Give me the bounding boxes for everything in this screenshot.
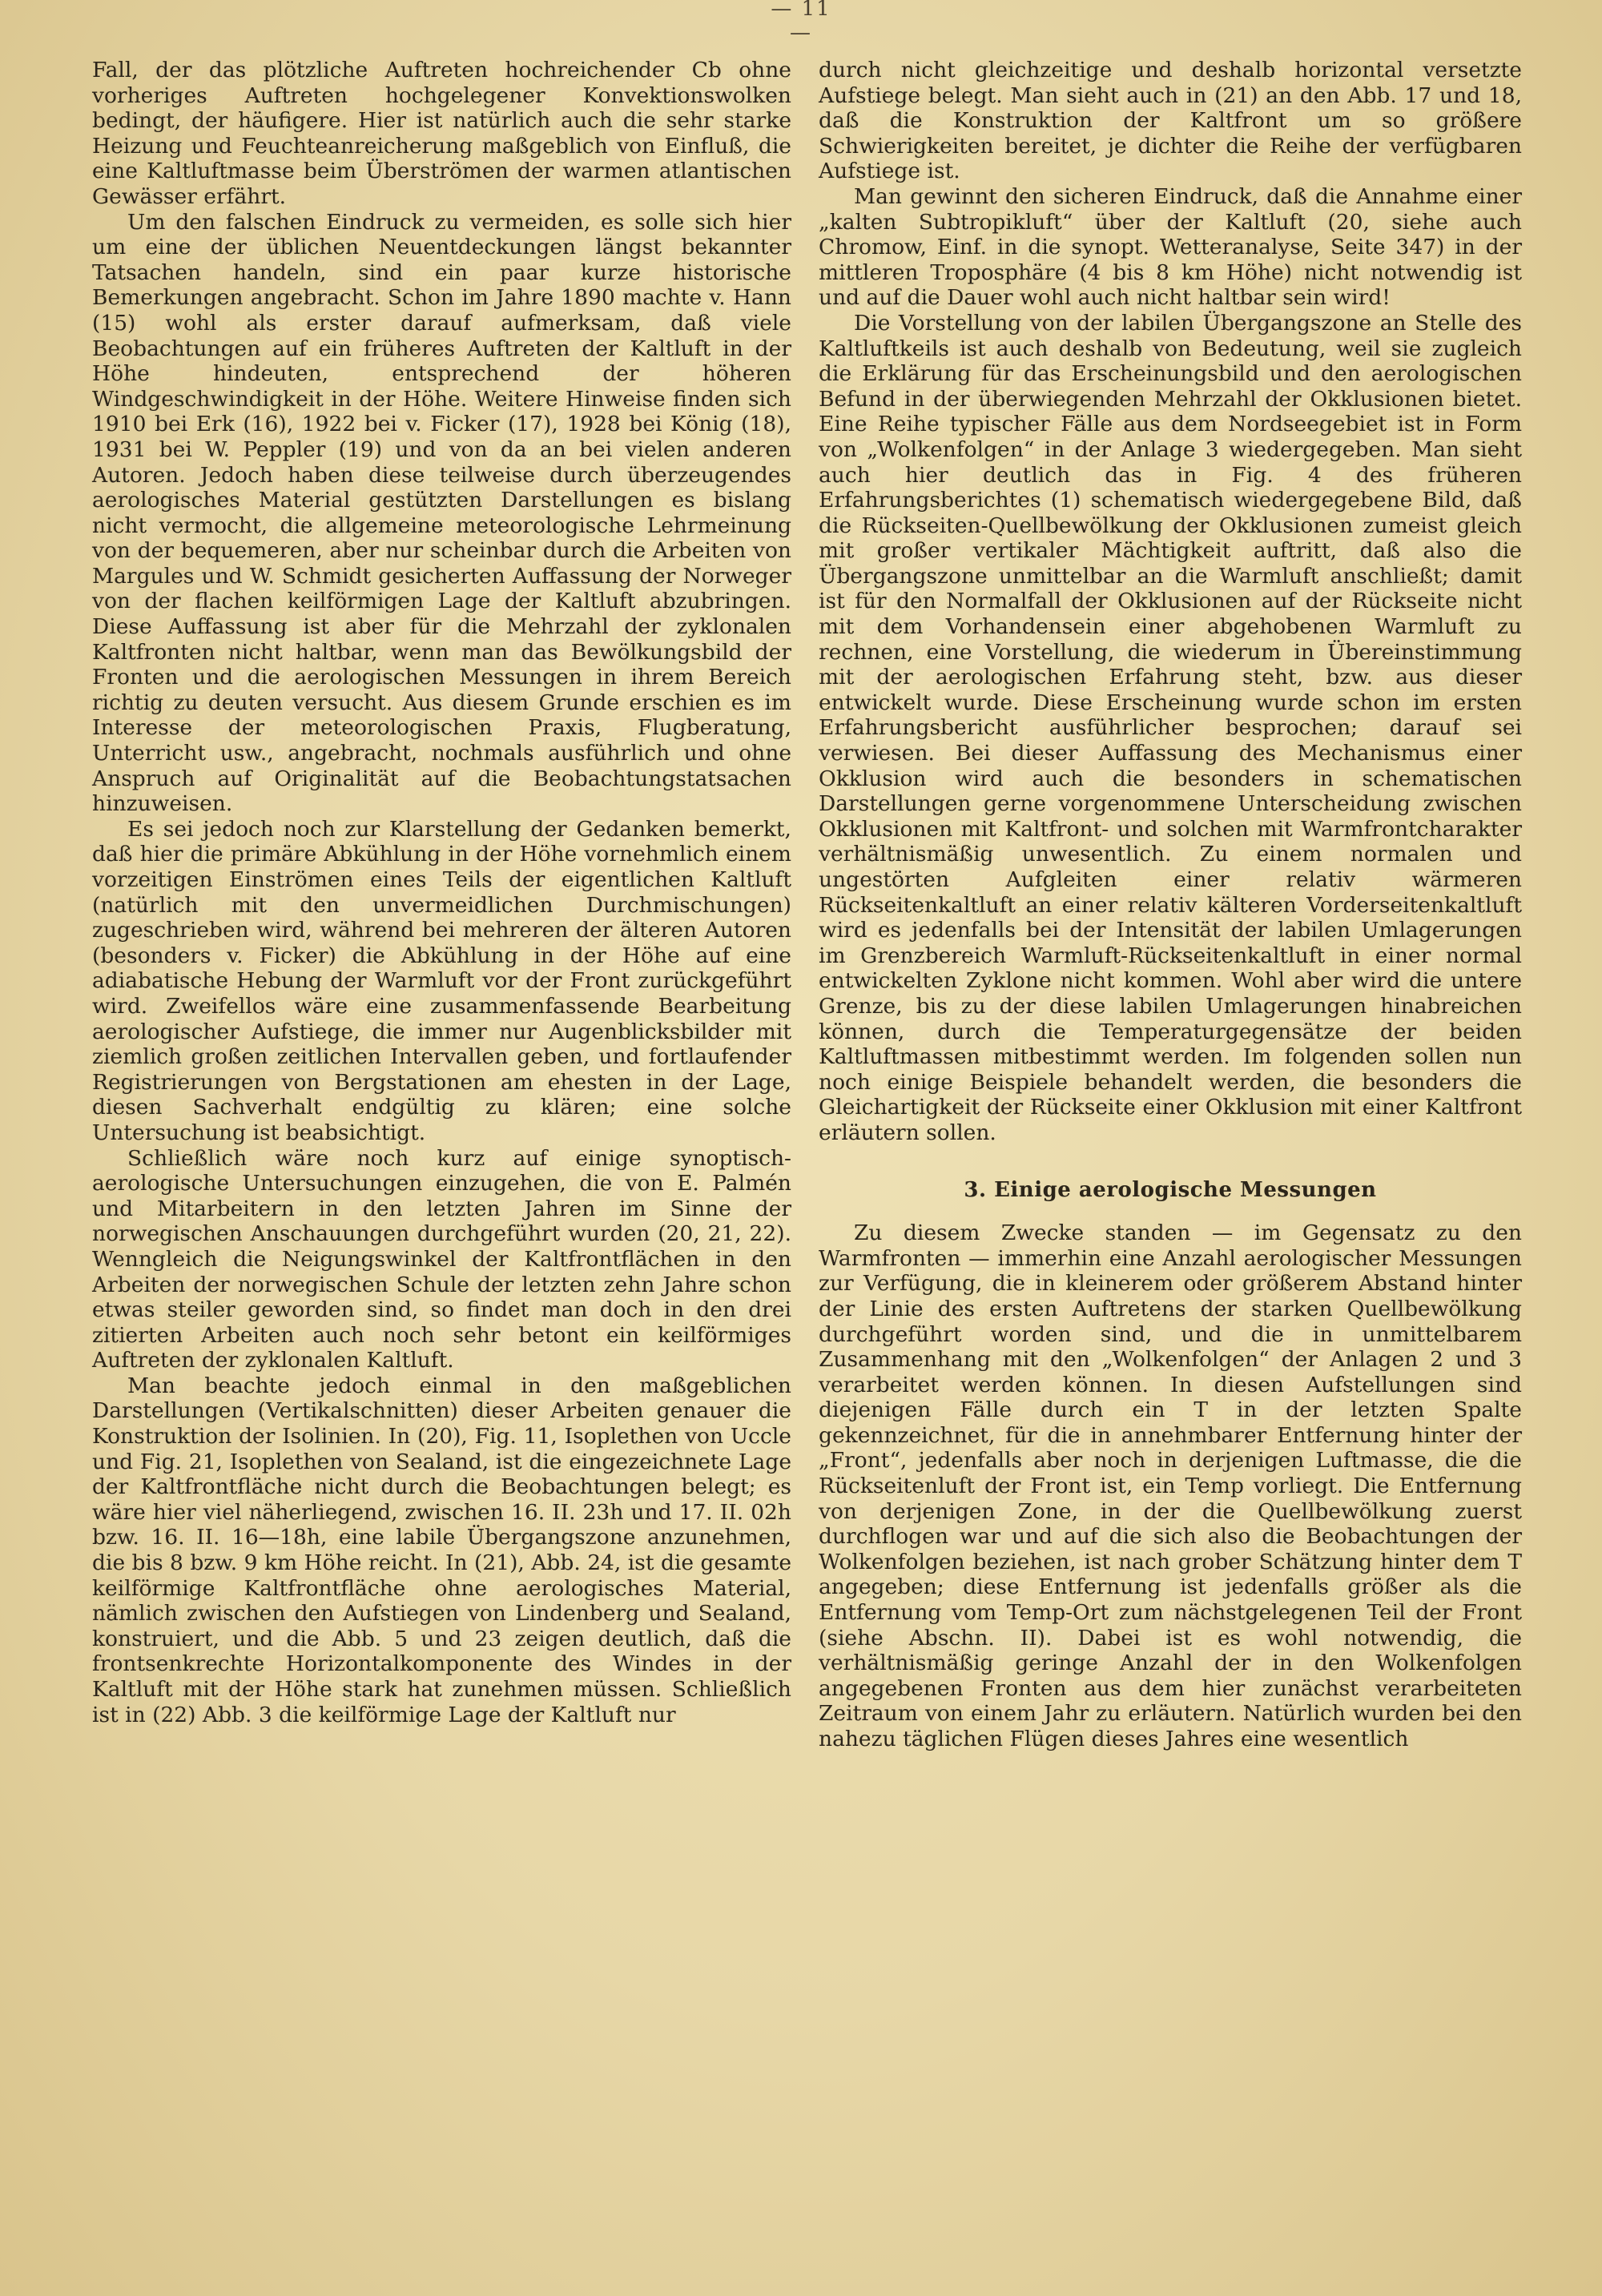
left-paragraph-5: Man beachte jedoch einmal in den maßgeblichen Darstellungen (Vertikalschnitten) dieser Arbeiten genauer die Konstruktion der Isolinien. In (20), Fig. 11, Isoplethen von Uccle und Fig. 21, Isoplethen von Sealand, ist die eingezeichnete Lage der Kaltfrontfläche nicht durch die Beobachtungen belegt; es wäre hier viel näherliegend, zwischen 16. II. 23h und 17. II. 02h bzw. 16. II. 16—18h, eine labile Übergangszone anzunehmen, die bis 8 bzw. 9 km Höhe reicht. In (21), Abb. 24, ist die gesamte keilförmige Kaltfrontfläche ohne aerologisches Material, nämlich zwischen den Aufstiegen von Lindenberg und Sealand, konstruiert, und die Abb. 5 und 23 zeigen deutlich, daß die frontsenkrechte Horizontalkomponente des Windes in der Kaltluft mit der Höhe stark hat zunehmen müssen. Schließlich ist in (22) Abb. 3 die keilförmige Lage der Kaltluft nur xyxy=(92,1373,791,1727)
page-number: — 11 — xyxy=(771,0,831,45)
section-paragraph-1: Zu diesem Zwecke standen — im Gegensatz zu den Warmfronten — immerhin eine Anzahl aerologischer Messungen zur Verfügung, die in kleinerem oder größerem Abstand hinter der Linie des ersten Auftretens der starken Quellbewölkung durchgeführt worden sind, und die in unmittelbarem Zusammenhang mit den „Wolkenfolgen“ der Anlagen 2 und 3 verarbeitet werden können. In diesen Aufstellungen sind diejenigen Fälle durch ein T in der letzten Spalte gekennzeichnet, für die in annehmbarer Entfernung hinter der „Front“, jedenfalls aber noch in derjenigen Luftmasse, die die Rückseitenluft der Front ist, ein Temp vorliegt. Die Entfernung von derjenigen Zone, in der die Quellbewölkung zuerst durchflogen war und auf die sich also die Beobachtungen der Wolkenfolgen beziehen, ist nach grober Schätzung hinter dem T angegeben; diese Entfernung ist jedenfalls größer als die Entfernung vom Temp-Ort zum nächstgelegenen Teil der Front (siehe Abschn. II). Dabei ist es wohl notwendig, die verhältnismäßig geringe Anzahl der in den Wolkenfolgen angegebenen Fronten aus dem hier zunächst verarbeiteten Zeitraum von einem Jahr zu erläutern. Natürlich wurden bei den nahezu täglichen Flügen dieses Jahres eine wesentlich xyxy=(819,1220,1522,1751)
section-heading: 3. Einige aerologische Messungen xyxy=(964,1177,1377,1202)
left-paragraph-3: Es sei jedoch noch zur Klarstellung der Gedanken bemerkt, daß hier die primäre Abkühlung in der Höhe vornehmlich einem vorzeitigen Einströmen eines Teils der eigentlichen Kaltluft (natürlich mit den unvermeidlichen Durchmischungen) zugeschrieben wird, während bei mehreren der älteren Autoren (besonders v. Ficker) die Abkühlung in der Höhe auf eine adiabatische Hebung der Warmluft vor der Front zurückgeführt wird. Zweifellos wäre eine zusammenfassende Bearbeitung aerologischer Aufstiege, die immer nur Augenblicksbilder mit ziemlich großen zeitlichen Intervallen geben, und fortlaufender Registrierungen von Bergstationen am ehesten in der Lage, diesen Sachverhalt endgültig zu klären; eine solche Untersuchung ist beabsichtigt. xyxy=(92,816,791,1145)
right-paragraph-2: Man gewinnt den sicheren Eindruck, daß die Annahme einer „kalten Subtropikluft“ über der Kaltluft (20, siehe auch Chromow, Einf. in die synopt. Wetteranalyse, Seite 347) in der mittleren Troposphäre (4 bis 8 km Höhe) nicht notwendig ist und auf die Dauer wohl auch nicht haltbar sein wird! xyxy=(819,183,1522,311)
left-paragraph-4: Schließlich wäre noch kurz auf einige synoptisch-aerologische Untersuchungen einzugehen, die von E. Palmén und Mitarbeitern in den letzten Jahren im Sinne der norwegischen Anschauungen durchgeführt wurden (20, 21, 22). Wenngleich die Neigungswinkel der Kaltfrontflächen in den Arbeiten der norwegischen Schule der letzten zehn Jahre schon etwas steiler geworden sind, so findet man doch in den drei zitierten Arbeiten auch noch sehr betont ein keilförmiges Auftreten der zyklonalen Kaltluft. xyxy=(92,1145,791,1373)
left-paragraph-2: Um den falschen Eindruck zu vermeiden, es solle sich hier um eine der üblichen Neuentdeckungen längst bekannter Tatsachen handeln, sind ein paar kurze historische Bemerkungen angebracht. Schon im Jahre 1890 machte v. Hann (15) wohl als erster darauf aufmerksam, daß viele Beobachtungen auf ein früheres Auftreten der Kaltluft in der Höhe hindeuten, entsprechend der höheren Windgeschwindigkeit in der Höhe. Weitere Hinweise finden sich 1910 bei Erk (16), 1922 bei v. Ficker (17), 1928 bei König (18), 1931 bei W. Peppler (19) und von da an bei vielen anderen Autoren. Jedoch haben diese teilweise durch überzeugendes aerologisches Material gestützten Darstellungen es bislang nicht vermocht, die allgemeine meteorologische Lehrmeinung von der bequemeren, aber nur scheinbar durch die Arbeiten von Margules und W. Schmidt gesicherten Auffassung der Norweger von der flachen keilförmigen Lage der Kaltluft abzubringen. Diese Auffassung ist aber für die Mehrzahl der zyklonalen Kaltfronten nicht haltbar, wenn man das Bewölkungsbild der Fronten und die aerologischen Messungen in ihrem Bereich richtig zu deuten versucht. Aus diesem Grunde erschien es im Interesse der meteorologischen Praxis, Flugberatung, Unterricht usw., angebracht, nochmals ausführlich und ohne Anspruch auf Originalität auf die Beobachtungstatsachen hinzuweisen. xyxy=(92,209,791,817)
left-column xyxy=(92,58,791,1727)
right-paragraph-3: Die Vorstellung von der labilen Übergangszone an Stelle des Kaltluftkeils ist auch deshalb von Bedeutung, weil sie zugleich die Erklärung für das Erscheinungsbild und den aerologischen Befund in der überwiegenden Mehrzahl der Okklusionen bietet. Eine Reihe typischer Fälle aus dem Nordseegebiet ist in Form von „Wolkenfolgen“ in der Anlage 3 wiedergegeben. Man sieht auch hier deutlich das in Fig. 4 des früheren Erfahrungsberichtes (1) schematisch wiedergegebene Bild, daß die Rückseiten-Quellbewölkung der Okklusionen zumeist gleich mit großer vertikaler Mächtigkeit auftritt, daß also die Übergangszone unmittelbar an die Warmluft anschließt; damit ist für den Normalfall der Okklusionen auf der Rückseite nicht mit dem Vorhandensein einer abgehobenen Warmluft zu rechnen, eine Vorstellung, die wiederum in Übereinstimmung mit der aerologischen Erfahrung steht, bzw. aus dieser entwickelt wurde. Diese Erscheinung wurde schon im ersten Erfahrungsbericht ausführlicher besprochen; darauf sei verwiesen. Bei dieser Auffassung des Mechanismus einer Okklusion wird auch die besonders in schematischen Darstellungen gerne vorgenommene Unterscheidung zwischen Okklusionen mit Kaltfront- und solchen mit Warmfrontcharakter verhältnismäßig unwesentlich. Zu einem normalen und ungestörten Aufgleiten einer relativ wärmeren Rückseitenkaltluft an einer relativ kälteren Vorderseitenkaltluft wird es jedenfalls bei der Intensität der labilen Umlagerungen im Grenzbereich Warmluft-Rückseitenkaltluft in einer normal entwickelten Zyklone nicht kommen. Wohl aber wird die untere Grenze, bis zu der diese labilen Umlagerungen hinabreichen können, durch die Temperaturgegensätze der beiden Kaltluftmassen mitbestimmt werden. Im folgenden sollen nun noch einige Beispiele behandelt werden, die besonders die Gleichartigkeit der Rückseite einer Okklusion mit einer Kaltfront erläutern sollen. xyxy=(819,310,1522,1145)
right-column xyxy=(819,58,1522,1752)
right-paragraph-1: durch nicht gleichzeitige und deshalb horizontal versetzte Aufstiege belegt. Man sieht auch in (21) an den Abb. 17 und 18, daß die Konstruktion der Kaltfront um so größere Schwierigkeiten bereitet, je dichter die Reihe der verfügbaren Aufstiege ist. xyxy=(819,58,1522,184)
left-paragraph-1: Fall, der das plötzliche Auftreten hochreichender Cb ohne vorheriges Auftreten hochgelegener Konvektionswolken bedingt, der häufigere. Hier ist natürlich auch die sehr starke Heizung und Feuchteanreicherung maßgeblich von Einfluß, die eine Kaltluftmasse beim Überströmen der warmen atlantischen Gewässer erfährt. xyxy=(92,58,791,209)
